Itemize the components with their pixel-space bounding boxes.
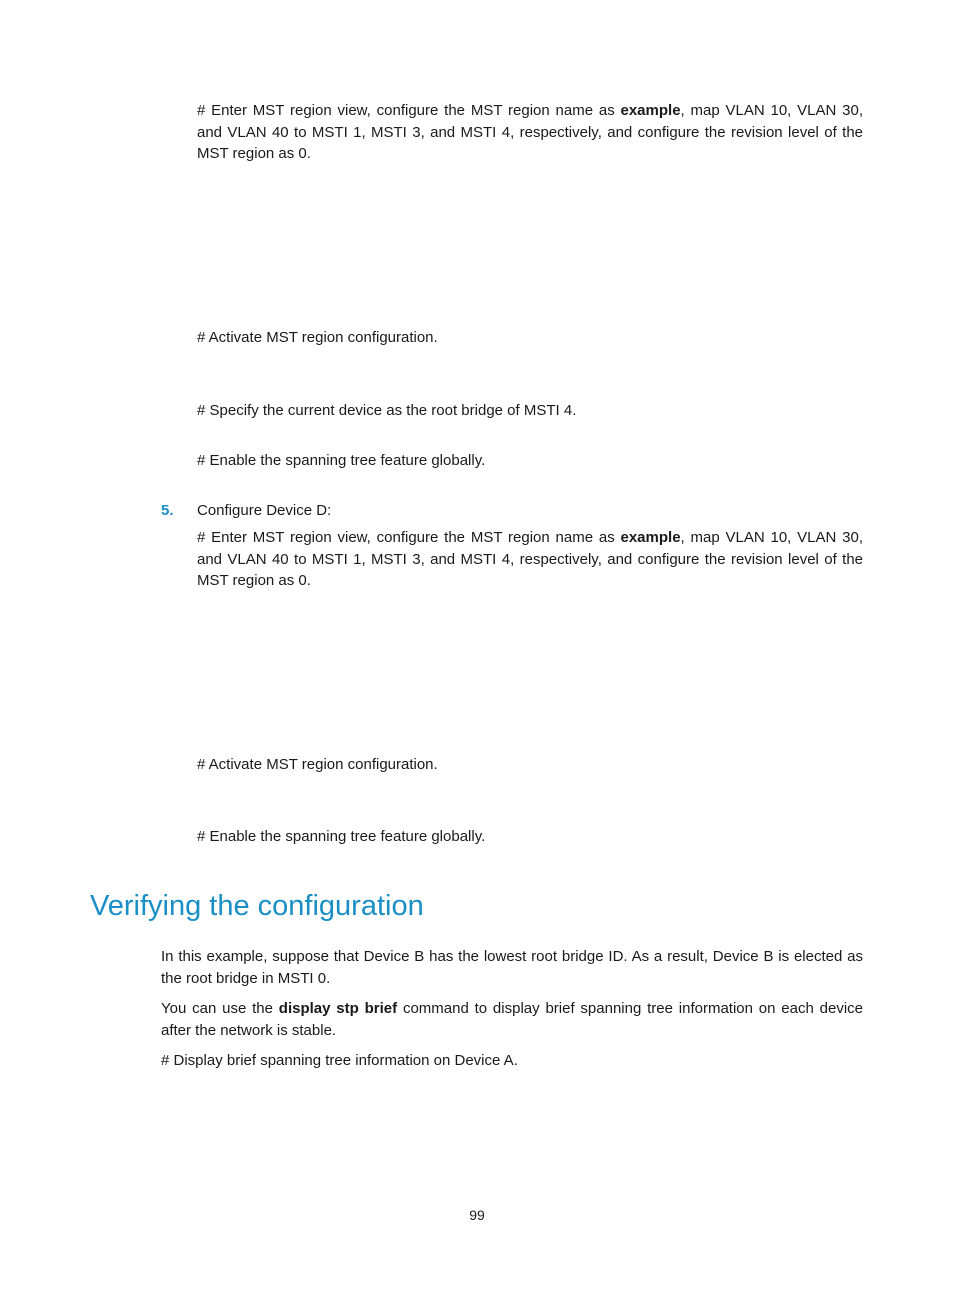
device-c-enable-stp-instruction: # Enable the spanning tree feature globally. xyxy=(197,452,486,469)
command-name-bold: display stp brief xyxy=(278,1000,398,1017)
instruction-text: , map VLAN 10, VLAN 30, and VLAN 40 to MSTI 1, MSTI 3, and MSTI 4, respectively, and configure the revision level of the MST region as 0. xyxy=(197,529,863,589)
device-d-mst-region-instruction xyxy=(197,527,863,592)
device-c-root-bridge-instruction: # Specify the current device as the root bridge of MSTI 4. xyxy=(197,402,577,419)
step-number: 5. xyxy=(161,502,174,519)
verify-paragraph-1: In this example, suppose that Device B has the lowest root bridge ID. As a result, Device B is elected as the root bridge in MSTI 0. xyxy=(161,948,863,987)
page-number: 99 xyxy=(469,1207,485,1223)
device-c-mst-region-instruction xyxy=(197,100,863,165)
instruction-text: , map VLAN 10, VLAN 30, and VLAN 40 to MSTI 1, MSTI 3, and MSTI 4, respectively, and configure the revision level of the MST region as 0. xyxy=(197,102,863,162)
instruction-text: # Enter MST region view, configure the MST region name as xyxy=(197,529,621,546)
paragraph-text: You can use the xyxy=(161,1000,279,1017)
device-d-activate-instruction: # Activate MST region configuration. xyxy=(197,756,438,773)
instruction-text: # Enter MST region view, configure the MST region name as xyxy=(197,102,621,119)
device-c-activate-instruction: # Activate MST region configuration. xyxy=(197,329,438,346)
paragraph-text: command to display brief spanning tree information on each device after the network is stable. xyxy=(161,1000,864,1039)
step-title: Configure Device D: xyxy=(197,502,332,519)
verify-paragraph-2 xyxy=(161,998,863,1041)
region-name-bold: example xyxy=(620,102,681,119)
region-name-bold: example xyxy=(620,529,681,546)
verify-paragraph-3: # Display brief spanning tree information on Device A. xyxy=(161,1052,518,1069)
device-d-enable-stp-instruction: # Enable the spanning tree feature globally. xyxy=(197,828,486,845)
section-heading: Verifying the configuration xyxy=(90,890,424,922)
